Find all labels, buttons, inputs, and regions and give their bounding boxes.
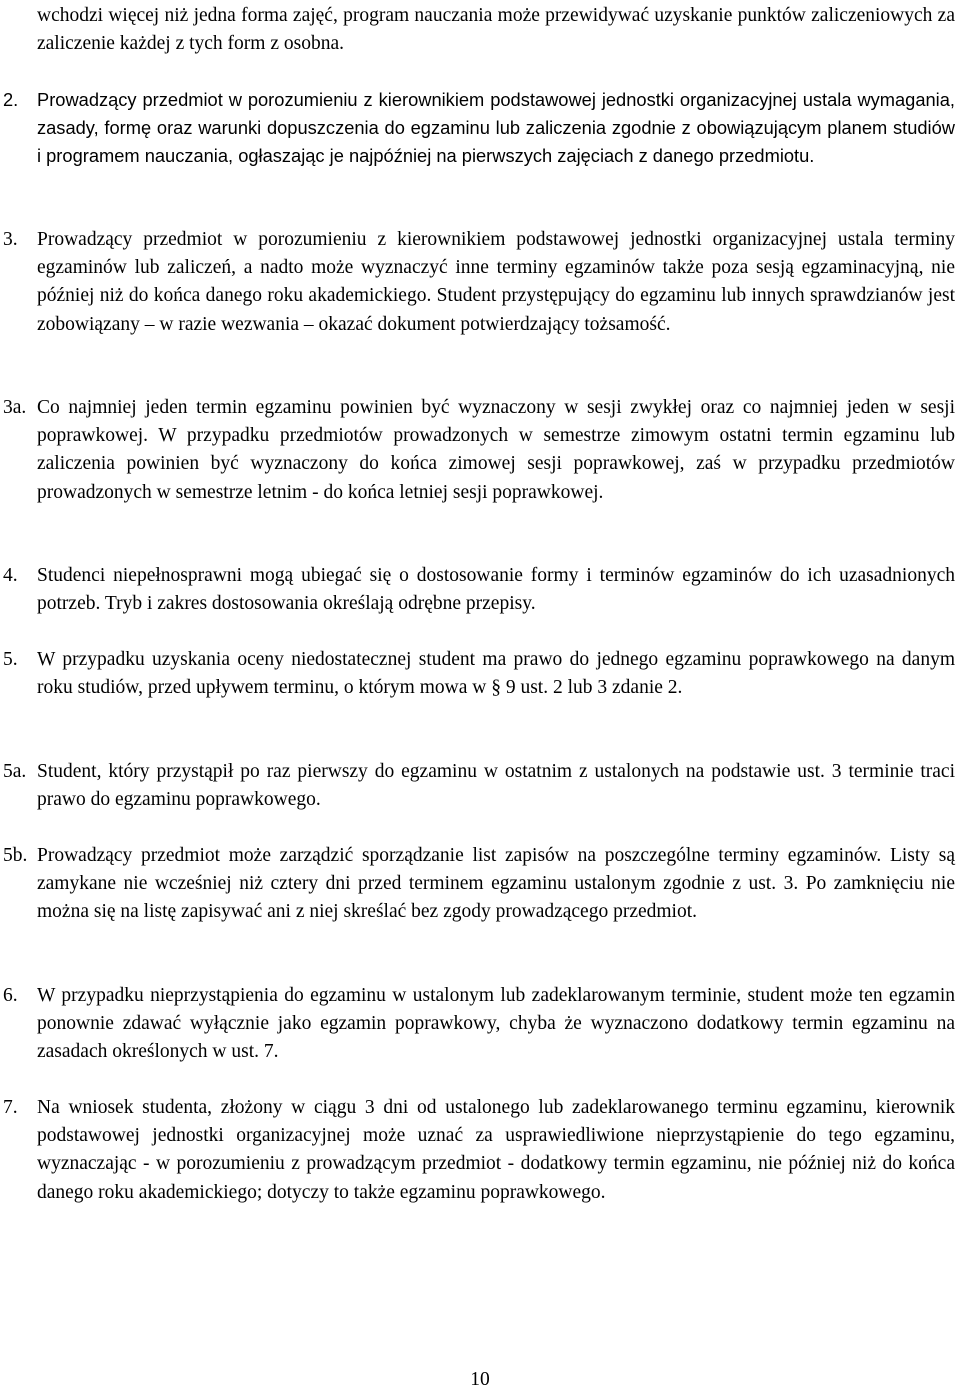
paragraph-5a — [3, 758, 955, 814]
paragraph-3a — [3, 394, 955, 507]
paragraph-number: 5b. — [3, 845, 28, 866]
paragraph-text: W przypadku uzyskania oceny niedostatecznej student ma prawo do jednego egzaminu poprawkowego na danym roku studiów, przed upływem terminu, o którym mowa w § 9 ust. 2 lub 3 zdanie 2. — [37, 649, 955, 699]
paragraph-2 — [3, 86, 955, 171]
paragraph-text: Na wniosek studenta, złożony w ciągu 3 dni od ustalonego lub zadeklarowanego terminu egzaminu, kierownik podstawowej jednostki organizacyjnej może uznać za usprawiedliwione nieprzystąpienie do tego egzaminu, wyznaczając - w porozumieniu z prowadzącym przedmiot - dodatkowy termin egzaminu, nie później niż do końca danego roku akademickiego; dotyczy to także egzaminu poprawkowego. — [37, 1097, 955, 1203]
page-number: 10 — [470, 1369, 490, 1390]
paragraph-continuation: wchodzi więcej niż jedna forma zajęć, program nauczania może przewidywać uzyskanie punktów zaliczeniowych za zaliczenie każdej z tych form z osobna. — [37, 5, 955, 55]
paragraph-number: 3a. — [3, 397, 27, 418]
paragraph-number: 5a. — [3, 761, 27, 782]
paragraph-number: 3. — [3, 229, 18, 250]
paragraph-text: W przypadku nieprzystąpienia do egzaminu w ustalonym lub zadeklarowanym terminie, student może ten egzamin ponownie zdawać wyłącznie jako egzamin poprawkowy, chyba że wyznaczono dodatkowy termin egzaminu na zasadach określonych w ust. 7. — [37, 985, 955, 1063]
paragraph-text: Prowadzący przedmiot może zarządzić sporządzanie list zapisów na poszczególne terminy egzaminów. Listy są zamykane nie wcześniej niż cztery dni przed terminem egzaminu ustalonym zgodnie z ust. 3. Po zamknięciu nie można się na listę zapisywać ani z niej skreślać bez zgody prowadzącego przedmiot. — [37, 845, 955, 923]
paragraph-number: 4. — [3, 565, 18, 586]
paragraph-text: Student, który przystąpił po raz pierwszy do egzaminu w ostatnim z ustalonych na podstawie ust. 3 terminie traci prawo do egzaminu poprawkowego. — [37, 761, 955, 811]
paragraph-text: Prowadzący przedmiot w porozumieniu z kierownikiem podstawowej jednostki organizacyjnej ustala wymagania, zasady, formę oraz warunki dopuszczenia do egzaminu lub zaliczenia zgodnie z obowiązującym planem studiów i programem nauczania, ogłaszając je najpóźniej na pierwszych zajęciach z danego przedmiotu. — [37, 89, 955, 167]
paragraph-text: Studenci niepełnosprawni mogą ubiegać się o dostosowanie formy i terminów egzaminów do ich uzasadnionych potrzeb. Tryb i zakres dostosowania określają odrębne przepisy. — [37, 565, 955, 615]
paragraph-5 — [3, 646, 955, 702]
paragraph-5b — [3, 842, 955, 927]
paragraph-text: Prowadzący przedmiot w porozumieniu z kierownikiem podstawowej jednostki organizacyjnej ustala terminy egzaminów lub zaliczeń, a nadto może wyznaczyć inne terminy egzaminów także poza sesją egzaminacyjną, nie później niż do końca danego roku akademickiego. Student przystępujący do egzaminu lub innych sprawdzianów jest zobowiązany – w razie wezwania – okazać dokument potwierdzający tożsamość. — [37, 229, 955, 335]
paragraph-text: Co najmniej jeden termin egzaminu powinien być wyznaczony w sesji zwykłej oraz co najmniej jeden w sesji poprawkowej. W przypadku przedmiotów prowadzonych w semestrze zimowym ostatni termin egzaminu lub zaliczenia powinien być wyznaczony do końca zimowej sesji poprawkowej, zaś w przypadku przedmiotów prowadzonych w semestrze letnim - do końca letniej sesji poprawkowej. — [37, 397, 955, 503]
paragraph-6 — [3, 982, 955, 1067]
paragraph-number: 7. — [3, 1097, 18, 1118]
paragraph-number: 2. — [3, 89, 19, 110]
paragraph-number: 6. — [3, 985, 18, 1006]
paragraph-4 — [3, 562, 955, 618]
paragraph-7 — [3, 1094, 955, 1207]
paragraph-number: 5. — [3, 649, 18, 670]
paragraph-3 — [3, 226, 955, 339]
